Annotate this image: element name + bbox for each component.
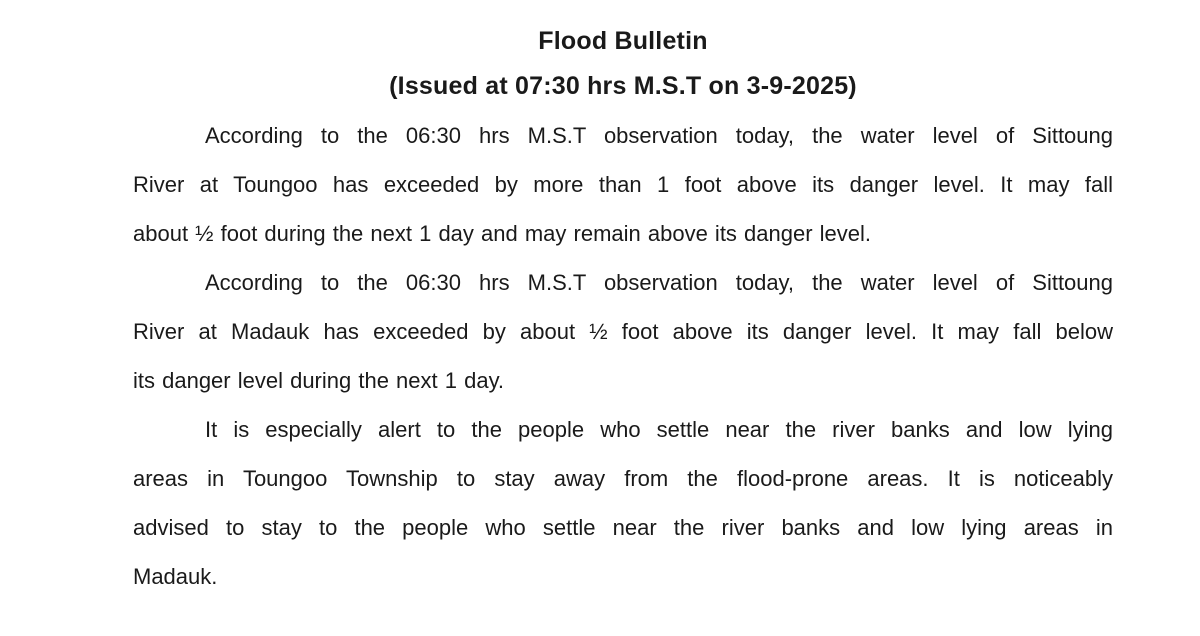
paragraph-line: areas in Toungoo Township to stay away from the flood-prone areas. It is noticeably [133, 466, 1113, 491]
paragraph-line: River at Toungoo has exceeded by more than 1 foot above its danger level. It may fall [133, 172, 1113, 197]
paragraph-advisory [133, 405, 1113, 601]
paragraph-line: Madauk. [133, 564, 218, 589]
document-title: Flood Bulletin [538, 27, 708, 55]
document-subtitle: (Issued at 07:30 hrs M.S.T on 3-9-2025) [389, 72, 857, 100]
paragraph-line: its danger level during the next 1 day. [133, 368, 505, 393]
document-body [133, 111, 1113, 601]
paragraph-line: It is especially alert to the people who settle near the river banks and low lying [205, 417, 1113, 442]
paragraph-line: about ½ foot during the next 1 day and may remain above its danger level. [133, 221, 872, 246]
paragraph-line: advised to stay to the people who settle near the river banks and low lying areas in [133, 515, 1113, 540]
paragraph-toungoo-observation [133, 111, 1113, 258]
paragraph-line: River at Madauk has exceeded by about ½ foot above its danger level. It may fall below [133, 319, 1113, 344]
paragraph-line: According to the 06:30 hrs M.S.T observation today, the water level of Sittoung [205, 123, 1113, 148]
paragraph-madauk-observation [133, 258, 1113, 405]
paragraph-line: According to the 06:30 hrs M.S.T observation today, the water level of Sittoung [205, 270, 1113, 295]
